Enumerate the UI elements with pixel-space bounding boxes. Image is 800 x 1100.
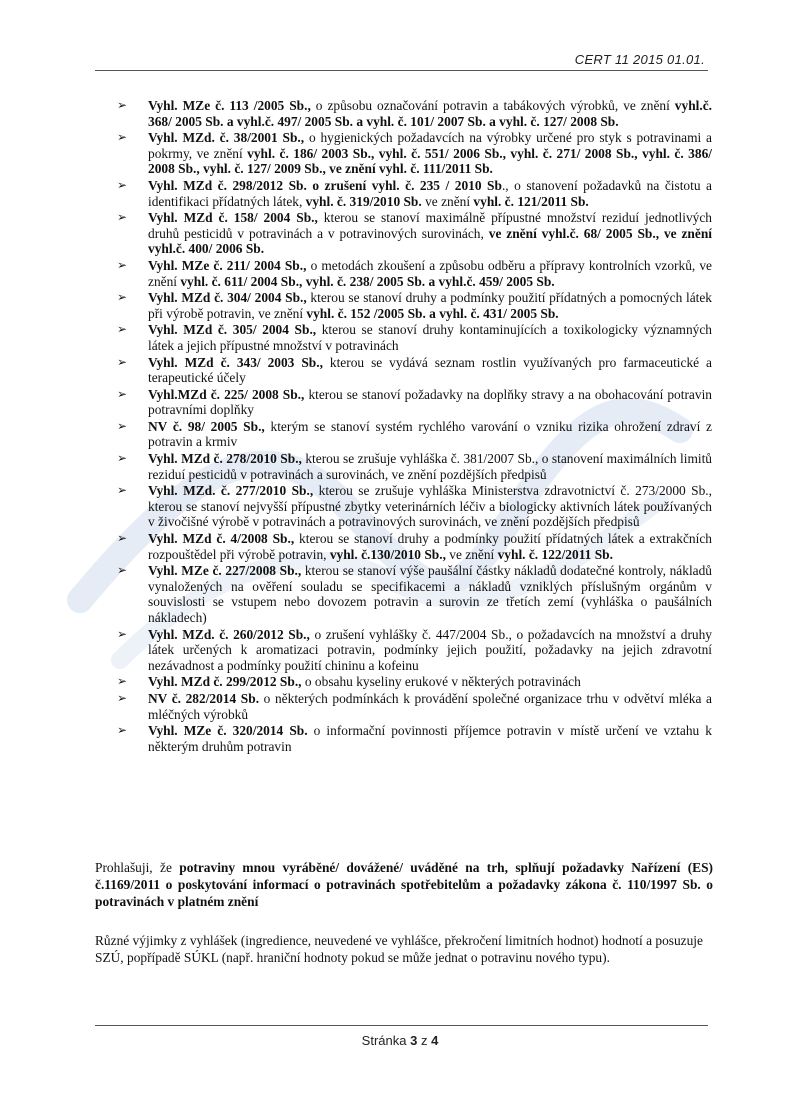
regulation-text: ve znění bbox=[421, 193, 474, 209]
regulation-reference: NV č. 282/2014 Sb. bbox=[148, 690, 260, 706]
list-item bbox=[117, 723, 712, 754]
regulation-reference: Vyhl. MZd. č. 38/2001 Sb., bbox=[148, 130, 305, 146]
regulation-text: kterou se stanoví maximálně přípustné množství reziduí jednotlivých druhů pesticidů v potravinách a v potravinových surovinách, bbox=[148, 210, 712, 241]
list-item bbox=[117, 563, 712, 625]
regulation-reference: vyhl. č.130/2010 Sb., bbox=[329, 546, 446, 562]
list-item bbox=[117, 451, 712, 482]
arrow-bullet-icon: ➢ bbox=[117, 690, 128, 705]
regulation-text: kterou se stanoví požadavky na doplňky stravy a na obohacování potravin potravními doplňky bbox=[148, 386, 712, 418]
regulation-reference: Vyhl. MZe č. 211/ 2004 Sb., bbox=[148, 257, 307, 273]
regulation-text: o zrušení vyhlášky č. 447/2004 Sb., o požadavcích na množství a druhy látek určených k aromatizaci potravin, podmínky jejich použití, požadavky na jejich zdravotní nezávadnost a podmínky použití chininu a kofeinu bbox=[148, 626, 712, 673]
regulation-text: kterou se stanoví druhy a podmínky použití přídatných a pomocných látek při výrobě potravin, ve znění bbox=[148, 290, 713, 321]
declaration-emphasis: potraviny mnou vyráběné/ dovážené/ uváděné na trh, splňují požadavky Nařízení (ES) č.1169/2011 o poskytování informací o potravinách spotřebitelům a požadavky zákona č. 110/1997 Sb. o potravinách v platném znění bbox=[95, 860, 713, 909]
regulation-reference: Vyhl. MZd č. 343/ 2003 Sb., bbox=[148, 354, 323, 370]
list-item bbox=[117, 210, 712, 257]
regulation-reference: Vyhl. MZd č. 305/ 2004 Sb., bbox=[148, 322, 317, 338]
regulation-text: o metodách zkoušení a způsobu odběru a přípravy kontrolních vzorků, ve znění bbox=[148, 257, 712, 289]
list-item bbox=[117, 531, 712, 562]
document-code: CERT 11 2015 01.01. bbox=[574, 52, 705, 67]
regulation-reference: Vyhl.MZd č. 225/ 2008 Sb., bbox=[148, 386, 305, 402]
page-footer bbox=[0, 1033, 800, 1048]
regulation-text: o hygienických požadavcích na výrobky určené pro styk s potravinami a pokrmy, ve znění bbox=[148, 130, 712, 161]
arrow-bullet-icon: ➢ bbox=[117, 451, 128, 466]
page-separator: z bbox=[420, 1033, 428, 1048]
page-total: 4 bbox=[431, 1033, 439, 1048]
arrow-bullet-icon: ➢ bbox=[117, 418, 128, 433]
list-item bbox=[117, 98, 712, 129]
regulation-list bbox=[117, 98, 712, 755]
regulation-reference: Vyhl. MZd č. 4/2008 Sb., bbox=[148, 531, 295, 547]
regulation-text: ., o stanovení požadavků na čistotu a identifikaci přídatných látek, bbox=[148, 177, 712, 209]
page-number: 3 bbox=[410, 1033, 418, 1048]
arrow-bullet-icon: ➢ bbox=[117, 483, 128, 498]
regulation-reference: NV č. 98/ 2005 Sb., bbox=[148, 418, 265, 434]
arrow-bullet-icon: ➢ bbox=[117, 210, 128, 225]
list-item bbox=[117, 387, 712, 418]
arrow-bullet-icon: ➢ bbox=[117, 723, 128, 738]
regulation-reference: Vyhl. MZd č. 158/ 2004 Sb., bbox=[148, 210, 318, 226]
regulation-reference: Vyhl. MZe č. 227/2008 Sb., bbox=[148, 563, 302, 579]
regulation-text: o některých podmínkách k provádění společné organizace trhu v odvětví mléka a mléčných výrobků bbox=[148, 690, 712, 722]
list-item bbox=[117, 355, 712, 386]
regulation-text: kterou se stanoví výše paušální částky nákladů dodatečné kontroly, nákladů vynaložených na ověření souladu se specifikacemi a nákladů vzniklých příslušným orgánům v souvislosti se vstupem nebo dovozem potravin a surovin ze třetích zemí (vyhláška o paušálních nákladech) bbox=[148, 563, 712, 625]
arrow-bullet-icon: ➢ bbox=[117, 626, 128, 641]
list-item bbox=[117, 483, 712, 530]
regulation-reference: vyhl. č. 611/ 2004 Sb., vyhl. č. 238/ 2005 Sb. a vyhl.č. 459/ 2005 Sb. bbox=[180, 273, 555, 289]
regulation-reference: ve znění vyhl.č. 68/ 2005 Sb., ve znění vyhl.č. 400/ 2006 Sb. bbox=[148, 225, 712, 257]
arrow-bullet-icon: ➢ bbox=[117, 386, 128, 401]
regulation-reference: vyhl. č. 319/2010 Sb. bbox=[305, 193, 422, 209]
regulation-text: kterým se stanoví systém rychlého varování o vzniku rizika ohrožení zdraví z potravin a krmiv bbox=[148, 418, 713, 450]
list-item bbox=[117, 258, 712, 289]
regulation-text: kterou se zrušuje vyhláška Ministerstva zdravotnictví č. 273/2000 Sb., kterou se stanoví nejvyšší přípustné zbytky veterinárních léčiv a biologicky aktivních látek používaných v živočišné výrobě v potravinách a potravinových surovinách, ve znění pozdějších předpisů bbox=[148, 483, 712, 530]
arrow-bullet-icon: ➢ bbox=[117, 563, 128, 578]
declaration-paragraph bbox=[95, 859, 713, 910]
list-item bbox=[117, 290, 712, 321]
regulation-text: ve znění bbox=[445, 546, 498, 562]
exceptions-note: Různé výjimky z vyhlášek (ingredience, neuvedené ve vyhlášce, překročení limitních hodnot) hodnotí a posuzuje SZÚ, popřípadě SÚKL (např. hraniční hodnoty pokud se může jednat o potravinu nového typu). bbox=[95, 933, 703, 965]
regulation-reference: Vyhl. MZd č. 299/2012 Sb., bbox=[148, 674, 302, 690]
regulation-reference: Vyhl. MZd č. 298/2012 Sb. o zrušení vyhl. č. 235 / 2010 Sb bbox=[148, 177, 502, 193]
regulation-reference: Vyhl. MZe č. 320/2014 Sb. bbox=[148, 723, 308, 739]
regulation-reference: vyhl. č. 121/2011 Sb. bbox=[473, 193, 589, 209]
regulation-reference: Vyhl. MZd č. 304/ 2004 Sb., bbox=[148, 290, 307, 306]
regulation-text: kterou se stanoví druhy a podmínky použití přídatných látek a extrakčních rozpouštědel při výrobě potravin, bbox=[148, 531, 712, 562]
list-item bbox=[117, 130, 712, 177]
arrow-bullet-icon: ➢ bbox=[117, 354, 128, 369]
arrow-bullet-icon: ➢ bbox=[117, 674, 128, 689]
header-divider bbox=[95, 70, 708, 71]
arrow-bullet-icon: ➢ bbox=[117, 322, 128, 337]
list-item bbox=[117, 419, 712, 450]
regulation-text: o způsobu označování potravin a tabákových výrobků, ve znění bbox=[310, 98, 675, 113]
regulation-reference: vyhl. č. 186/ 2003 Sb., vyhl. č. 551/ 2006 Sb., vyhl. č. 271/ 2008 Sb., vyhl. č. 386/ 2008 Sb., vyhl. č. 127/ 2009 Sb., ve znění vyhl. č. 111/2011 Sb. bbox=[148, 145, 712, 177]
arrow-bullet-icon: ➢ bbox=[117, 290, 128, 305]
regulation-text: kterou se stanoví druhy kontaminujících a toxikologicky významných látek a jejich přípustné množství v potravinách bbox=[148, 322, 712, 353]
arrow-bullet-icon: ➢ bbox=[117, 177, 128, 192]
regulation-reference: Vyhl. MZe č. 113 /2005 Sb., bbox=[148, 98, 311, 113]
arrow-bullet-icon: ➢ bbox=[117, 257, 128, 272]
regulation-text: kterou se vydává seznam rostlin využívaných pro farmaceutické a terapeutické účely bbox=[148, 354, 713, 386]
regulation-text: o informační povinnosti příjemce potravin v místě určení ve vztahu k některým druhům potravin bbox=[148, 723, 712, 754]
arrow-bullet-icon: ➢ bbox=[117, 531, 128, 546]
arrow-bullet-icon: ➢ bbox=[117, 130, 128, 145]
regulation-reference: Vyhl. MZd. č. 277/2010 Sb., bbox=[148, 483, 314, 499]
footer-divider bbox=[95, 1025, 708, 1026]
arrow-bullet-icon: ➢ bbox=[117, 98, 128, 112]
declaration-text: Prohlašuji, že bbox=[95, 860, 180, 875]
page-label: Stránka bbox=[361, 1033, 407, 1048]
regulation-reference: vyhl. č. 152 /2005 Sb. a vyhl. č. 431/ 2005 Sb. bbox=[306, 305, 559, 321]
list-item bbox=[117, 691, 712, 722]
regulation-reference: vyhl.č. 368/ 2005 Sb. a vyhl.č. 497/ 2005 Sb. a vyhl. č. 101/ 2007 Sb. a vyhl. č. 127/ 2008 Sb. bbox=[148, 98, 712, 129]
regulation-reference: Vyhl. MZd č. 278/2010 Sb., bbox=[148, 451, 302, 467]
list-item bbox=[117, 627, 712, 674]
regulation-reference: vyhl. č. 122/2011 Sb. bbox=[497, 546, 613, 562]
list-item bbox=[117, 674, 712, 690]
regulation-text: kterou se zrušuje vyhláška č. 381/2007 Sb., o stanovení maximálních limitů reziduí pesticidů v potravinách a surovinách, ve znění pozdějších předpisů bbox=[148, 451, 713, 482]
list-item bbox=[117, 322, 712, 353]
regulation-text: o obsahu kyseliny erukové v některých potravinách bbox=[301, 674, 581, 690]
list-item bbox=[117, 178, 712, 209]
regulation-reference: Vyhl. MZd. č. 260/2012 Sb., bbox=[148, 626, 310, 642]
